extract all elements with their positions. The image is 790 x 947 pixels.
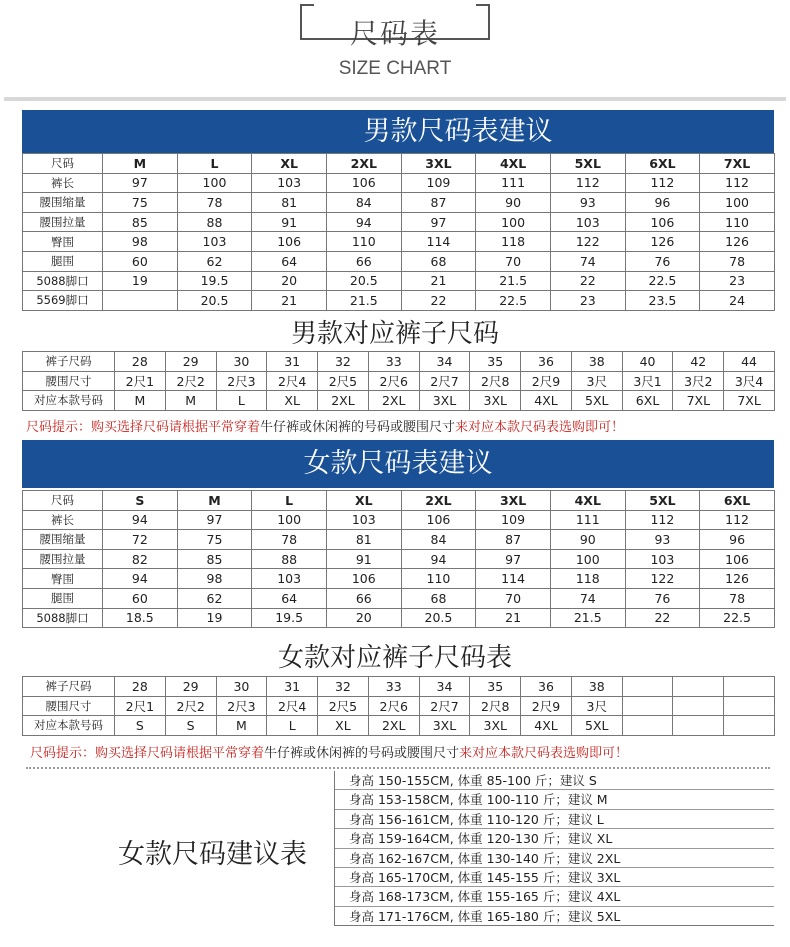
table-row [23, 371, 775, 391]
table-cell: 2尺1 [115, 696, 166, 716]
advice-item: 身高 156-161CM, 体重 110-120 斤；建议 L [335, 810, 774, 829]
table-cell: 68 [401, 251, 476, 271]
table-cell: 33 [368, 677, 419, 697]
table-cell: 23 [550, 291, 625, 311]
table-cell: 3XL [419, 716, 470, 736]
table-cell: 20.5 [177, 291, 252, 311]
table-cell: 82 [103, 549, 178, 569]
table-cell [673, 696, 724, 716]
table-cell: 44 [724, 352, 775, 372]
table-cell: 100 [177, 173, 252, 193]
advice-item: 身高 171-176CM, 体重 165-180 斤；建议 5XL [335, 907, 774, 926]
table-cell: 70 [476, 588, 551, 608]
table-cell [724, 716, 775, 736]
table-cell: 21 [476, 608, 551, 628]
table-cell: 22 [401, 291, 476, 311]
table-cell: 21.5 [476, 271, 551, 291]
table-cell: 100 [550, 549, 625, 569]
table-cell: S [115, 716, 166, 736]
table-cell: 19 [177, 608, 252, 628]
table-cell: 5XL [625, 491, 700, 511]
table-cell: 2尺4 [267, 696, 318, 716]
row-header-cell: 5569脚口 [23, 291, 103, 311]
table-cell [622, 677, 673, 697]
note-middle: 牛仔裤或休闲裤的号码或腰围尺寸 [260, 420, 456, 435]
table-row [23, 271, 775, 291]
table-cell: 35 [470, 677, 521, 697]
table-cell: XL [267, 391, 318, 411]
table-cell: 21.5 [326, 291, 401, 311]
advice-item: 身高 162-167CM, 体重 130-140 斤；建议 2XL [335, 849, 774, 868]
table-cell: 78 [252, 530, 327, 550]
table-cell: 3XL [401, 154, 476, 174]
table-cell: L [252, 491, 327, 511]
table-cell: 32 [318, 352, 369, 372]
advice-item: 身高 168-173CM, 体重 155-165 斤；建议 4XL [335, 887, 774, 906]
table-cell: 31 [267, 677, 318, 697]
advice-item: 身高 165-170CM, 体重 145-155 斤；建议 3XL [335, 868, 774, 887]
row-header-cell: 腰围拉量 [23, 549, 103, 569]
table-cell: 19.5 [177, 271, 252, 291]
table-cell: 7XL [673, 391, 724, 411]
table-cell: 94 [103, 569, 178, 589]
page-title: 尺码表 [349, 17, 440, 50]
table-cell: 93 [550, 193, 625, 213]
table-cell: 126 [625, 232, 700, 252]
table-cell: 36 [521, 677, 572, 697]
table-cell: 74 [550, 251, 625, 271]
table-cell: 23.5 [625, 291, 700, 311]
table-row [23, 549, 775, 569]
table-cell: 78 [700, 251, 775, 271]
table-cell: M [216, 716, 267, 736]
table-cell: 6XL [700, 491, 775, 511]
table-cell: 34 [419, 677, 470, 697]
table-cell: 2XL [326, 154, 401, 174]
table-cell: 91 [326, 549, 401, 569]
table-cell: 20.5 [326, 271, 401, 291]
men-pants-title: 男款对应裤子尺码 [290, 319, 499, 349]
table-cell: 103 [177, 232, 252, 252]
table-cell: 36 [521, 352, 572, 372]
table-cell: 62 [177, 251, 252, 271]
table-cell [724, 677, 775, 697]
table-cell: 38 [571, 352, 622, 372]
table-cell: 2尺4 [267, 371, 318, 391]
men-size-banner [22, 110, 774, 153]
table-cell: 3尺2 [673, 371, 724, 391]
table-cell: 96 [625, 193, 700, 213]
table-row [23, 696, 775, 716]
table-cell: 75 [177, 530, 252, 550]
women-advice-list [334, 771, 774, 926]
table-cell: 90 [550, 530, 625, 550]
table-cell: 110 [326, 232, 401, 252]
table-cell: 94 [103, 510, 178, 530]
table-cell: 2尺3 [216, 371, 267, 391]
note-prefix: 尺码提示：购买选择尺码请根据平常穿着 [26, 420, 261, 435]
table-cell: 2XL [368, 716, 419, 736]
men-size-title: 男款尺码表建议 [363, 116, 553, 147]
table-cell: 96 [700, 530, 775, 550]
table-cell: 18.5 [103, 608, 178, 628]
dotted-divider [26, 767, 770, 769]
men-size-note [26, 416, 624, 435]
table-row [23, 677, 775, 697]
table-cell: 114 [476, 569, 551, 589]
table-cell: 109 [401, 173, 476, 193]
table-cell: 118 [550, 569, 625, 589]
table-cell: 21 [401, 271, 476, 291]
table-cell: 2尺8 [470, 371, 521, 391]
table-cell: 40 [622, 352, 673, 372]
table-cell: 7XL [700, 154, 775, 174]
table-cell: 24 [700, 291, 775, 311]
table-cell: 3XL [419, 391, 470, 411]
table-cell: 28 [115, 677, 166, 697]
row-header-cell: 尺码 [23, 491, 103, 511]
table-cell: 3XL [470, 391, 521, 411]
table-cell: 100 [476, 212, 551, 232]
table-cell: 2尺6 [368, 371, 419, 391]
table-cell: 97 [177, 510, 252, 530]
row-header-cell: 臀围 [23, 569, 103, 589]
table-cell: 106 [326, 173, 401, 193]
table-cell: 2尺6 [368, 696, 419, 716]
table-cell: 64 [252, 251, 327, 271]
table-cell: 28 [115, 352, 166, 372]
table-row [23, 193, 775, 213]
table-cell [673, 716, 724, 736]
table-cell: 22 [625, 608, 700, 628]
table-cell: 60 [103, 588, 178, 608]
table-cell [622, 696, 673, 716]
men-size-table [22, 153, 775, 311]
table-cell: 98 [177, 569, 252, 589]
table-cell: 21.5 [550, 608, 625, 628]
table-cell: 20.5 [401, 608, 476, 628]
table-cell: 88 [177, 212, 252, 232]
table-cell: 78 [177, 193, 252, 213]
table-cell: 4XL [550, 491, 625, 511]
table-row [23, 588, 775, 608]
table-cell: 5XL [571, 716, 622, 736]
table-cell: 76 [625, 251, 700, 271]
table-cell: 66 [326, 588, 401, 608]
table-cell: 97 [476, 549, 551, 569]
table-cell: 7XL [724, 391, 775, 411]
table-cell: 2尺7 [419, 371, 470, 391]
table-cell: 114 [401, 232, 476, 252]
table-cell: 106 [401, 510, 476, 530]
table-cell: 22.5 [700, 608, 775, 628]
table-cell: 60 [103, 251, 178, 271]
table-cell [673, 677, 724, 697]
table-cell: 72 [103, 530, 178, 550]
table-cell: 109 [476, 510, 551, 530]
note-middle: 牛仔裤或休闲裤的号码或腰围尺寸 [264, 746, 460, 761]
table-cell: 19.5 [252, 608, 327, 628]
women-advice-title: 女款尺码建议表 [118, 839, 307, 870]
advice-item: 身高 159-164CM, 体重 120-130 斤；建议 XL [335, 829, 774, 848]
table-cell: L [177, 154, 252, 174]
row-header-cell: 裤长 [23, 173, 103, 193]
row-header-cell: 腰围拉量 [23, 212, 103, 232]
page-subtitle: SIZE CHART [338, 58, 452, 79]
table-row [23, 173, 775, 193]
table-cell: 6XL [622, 391, 673, 411]
table-cell: 76 [625, 588, 700, 608]
table-cell: 30 [216, 352, 267, 372]
table-header-row [23, 154, 775, 174]
table-cell: M [115, 391, 166, 411]
table-cell: 22.5 [625, 271, 700, 291]
table-cell: 122 [625, 569, 700, 589]
table-cell: 2尺9 [521, 371, 572, 391]
table-cell: 87 [476, 530, 551, 550]
table-cell: 100 [252, 510, 327, 530]
table-cell: 2XL [318, 391, 369, 411]
table-header-row [23, 491, 775, 511]
table-cell: 103 [625, 549, 700, 569]
table-cell: 81 [326, 530, 401, 550]
table-cell: 21 [252, 291, 327, 311]
table-row [23, 569, 775, 589]
table-cell: 2尺1 [115, 371, 166, 391]
table-cell: 81 [252, 193, 327, 213]
note-prefix: 尺码提示：购买选择尺码请根据平常穿着 [30, 746, 265, 761]
table-cell: 112 [700, 510, 775, 530]
row-header-cell: 腰围缩量 [23, 530, 103, 550]
table-cell: 126 [700, 569, 775, 589]
advice-item: 身高 150-155CM, 体重 85-100 斤；建议 S [335, 771, 774, 790]
table-cell: 3尺 [571, 696, 622, 716]
note-suffix: 来对应本款尺码表选购即可！ [455, 420, 625, 435]
table-cell: 111 [476, 173, 551, 193]
table-cell: 112 [700, 173, 775, 193]
table-cell: 66 [326, 251, 401, 271]
table-cell: M [177, 491, 252, 511]
table-cell: 111 [550, 510, 625, 530]
row-header-cell: 对应本款号码 [23, 716, 115, 736]
table-cell: 5XL [571, 391, 622, 411]
table-cell: M [103, 154, 178, 174]
row-header-cell: 裤长 [23, 510, 103, 530]
table-cell: 64 [252, 588, 327, 608]
table-cell: 3XL [476, 491, 551, 511]
table-row [23, 608, 775, 628]
table-cell: 84 [401, 530, 476, 550]
table-cell: 2尺5 [318, 696, 369, 716]
table-cell: L [267, 716, 318, 736]
table-cell: 103 [252, 569, 327, 589]
table-cell: 6XL [625, 154, 700, 174]
table-cell: XL [252, 154, 327, 174]
divider [4, 97, 786, 101]
table-cell: 22 [550, 271, 625, 291]
table-cell [724, 696, 775, 716]
table-cell: 98 [103, 232, 178, 252]
table-cell: 62 [177, 588, 252, 608]
table-cell: 97 [103, 173, 178, 193]
table-cell: 2尺7 [419, 696, 470, 716]
table-cell: 103 [550, 212, 625, 232]
table-cell: 78 [700, 588, 775, 608]
table-cell [622, 716, 673, 736]
table-cell: 118 [476, 232, 551, 252]
table-cell: 34 [419, 352, 470, 372]
table-cell: 68 [401, 588, 476, 608]
women-size-banner [22, 440, 774, 488]
table-cell: 29 [165, 677, 216, 697]
table-cell: M [165, 391, 216, 411]
table-row [23, 352, 775, 372]
table-cell: 85 [103, 212, 178, 232]
table-cell: 22.5 [476, 291, 551, 311]
table-cell: 4XL [521, 716, 572, 736]
table-cell: 32 [318, 677, 369, 697]
table-cell: 87 [401, 193, 476, 213]
table-cell: 2XL [368, 391, 419, 411]
table-cell: L [216, 391, 267, 411]
table-cell: 84 [326, 193, 401, 213]
row-header-cell: 腿围 [23, 588, 103, 608]
row-header-cell: 腿围 [23, 251, 103, 271]
table-cell: 31 [267, 352, 318, 372]
advice-item: 身高 153-158CM, 体重 100-110 斤；建议 M [335, 790, 774, 809]
table-row [23, 251, 775, 271]
women-size-note [30, 742, 628, 761]
table-cell: 42 [673, 352, 724, 372]
table-cell: 106 [326, 569, 401, 589]
table-cell: 103 [252, 173, 327, 193]
table-cell: S [103, 491, 178, 511]
table-cell: 112 [625, 173, 700, 193]
table-cell: 4XL [476, 154, 551, 174]
table-cell: 19 [103, 271, 178, 291]
table-cell: 3尺4 [724, 371, 775, 391]
row-header-cell: 臀围 [23, 232, 103, 252]
table-cell: 3尺1 [622, 371, 673, 391]
women-size-table [22, 490, 775, 628]
women-pants-table [22, 676, 775, 736]
men-pants-table [22, 351, 775, 411]
table-cell: 126 [700, 232, 775, 252]
row-header-cell: 腰围尺寸 [23, 371, 115, 391]
table-cell: 74 [550, 588, 625, 608]
table-row [23, 212, 775, 232]
note-suffix: 来对应本款尺码表选购即可！ [459, 746, 629, 761]
table-cell: 29 [165, 352, 216, 372]
table-cell: 3XL [470, 716, 521, 736]
row-header-cell: 裤子尺码 [23, 677, 115, 697]
women-pants-title: 女款对应裤子尺码表 [277, 643, 512, 673]
row-header-cell: 尺码 [23, 154, 103, 174]
table-cell: 94 [401, 549, 476, 569]
row-header-cell: 裤子尺码 [23, 352, 115, 372]
table-cell: 2尺8 [470, 696, 521, 716]
table-cell: 112 [550, 173, 625, 193]
row-header-cell: 腰围缩量 [23, 193, 103, 213]
table-cell: 106 [252, 232, 327, 252]
table-cell: 94 [326, 212, 401, 232]
table-cell: 110 [401, 569, 476, 589]
table-cell: 23 [700, 271, 775, 291]
table-cell: 2尺2 [165, 371, 216, 391]
table-cell: 2XL [401, 491, 476, 511]
table-cell: 100 [700, 193, 775, 213]
table-cell: 91 [252, 212, 327, 232]
table-cell: XL [326, 491, 401, 511]
row-header-cell: 5088脚口 [23, 608, 103, 628]
table-cell: 103 [326, 510, 401, 530]
table-row [23, 530, 775, 550]
table-cell: 112 [625, 510, 700, 530]
row-header-cell: 对应本款号码 [23, 391, 115, 411]
table-row [23, 232, 775, 252]
table-cell: XL [318, 716, 369, 736]
table-cell: 122 [550, 232, 625, 252]
row-header-cell: 5088脚口 [23, 271, 103, 291]
table-row [23, 510, 775, 530]
table-cell: 85 [177, 549, 252, 569]
table-cell: 38 [571, 677, 622, 697]
table-cell: 2尺9 [521, 696, 572, 716]
table-cell: 70 [476, 251, 551, 271]
table-cell: 20 [252, 271, 327, 291]
table-cell: 97 [401, 212, 476, 232]
table-cell: 30 [216, 677, 267, 697]
table-row [23, 291, 775, 311]
table-cell: 75 [103, 193, 178, 213]
table-cell: 88 [252, 549, 327, 569]
women-size-title: 女款尺码表建议 [303, 448, 493, 479]
row-header-cell: 腰围尺寸 [23, 696, 115, 716]
table-cell: 5XL [550, 154, 625, 174]
table-cell: S [165, 716, 216, 736]
table-cell: 90 [476, 193, 551, 213]
table-cell: 2尺2 [165, 696, 216, 716]
table-cell: 106 [700, 549, 775, 569]
table-row [23, 716, 775, 736]
table-cell: 93 [625, 530, 700, 550]
table-cell [103, 291, 178, 311]
table-cell: 3尺 [571, 371, 622, 391]
table-cell: 33 [368, 352, 419, 372]
table-cell: 2尺3 [216, 696, 267, 716]
table-cell: 106 [625, 212, 700, 232]
table-cell: 4XL [521, 391, 572, 411]
table-cell: 110 [700, 212, 775, 232]
table-cell: 20 [326, 608, 401, 628]
table-cell: 35 [470, 352, 521, 372]
table-cell: 2尺5 [318, 371, 369, 391]
table-row [23, 391, 775, 411]
